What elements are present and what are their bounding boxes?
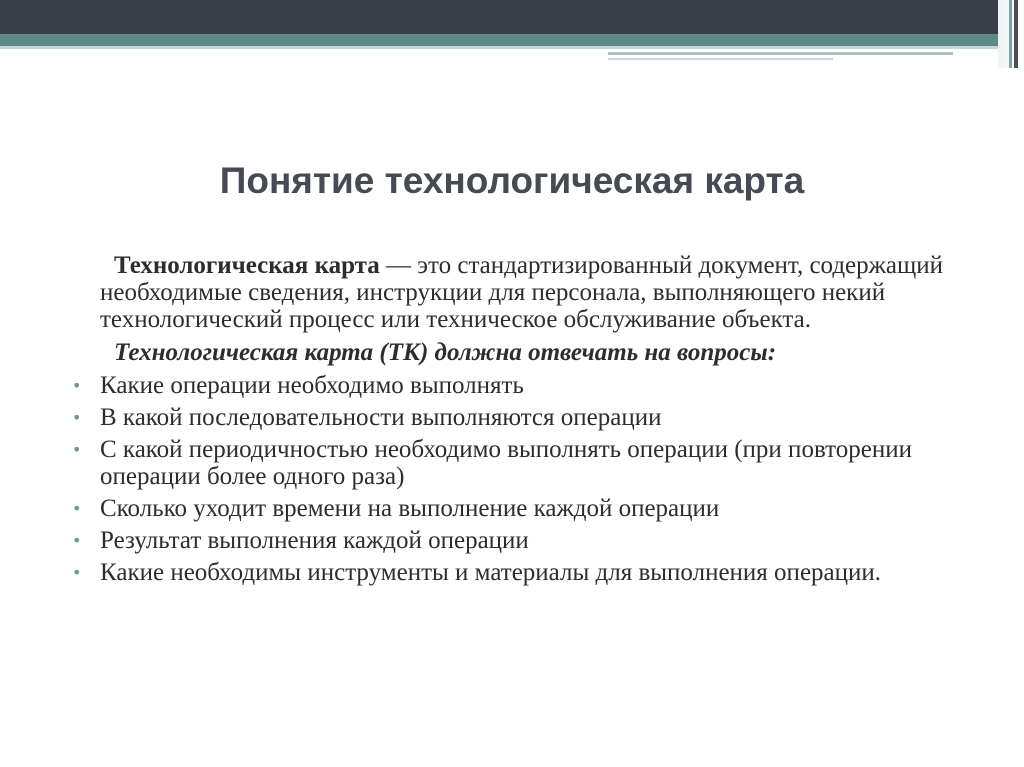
definition-term: Технологическая карта (114, 252, 380, 279)
list-item-text: В какой последовательности выполняются операции (100, 404, 662, 431)
right-edge-teal-stripe (1009, 0, 1012, 68)
top-decorative-band (0, 0, 1024, 34)
question-heading: Технологическая карта (ТК) должна отвечать на вопросы: (114, 339, 777, 366)
accent-line (608, 52, 953, 55)
list-item-text: Сколько уходит времени на выполнение каждой операции (100, 495, 720, 522)
bullet-icon: • (72, 563, 82, 582)
slide-body (72, 252, 980, 591)
list-item-text: Результат выполнения каждой операции (100, 527, 529, 554)
bullet-icon: • (72, 531, 82, 550)
list-item (72, 559, 980, 586)
bullet-icon: • (72, 408, 82, 427)
slide-title: Понятие технологическая карта (219, 160, 805, 201)
bullet-icon: • (72, 499, 82, 518)
list-item-text: Какие операции необходимо выполнять (100, 372, 524, 399)
list-item-text: Какие необходимы инструменты и материалы для выполнения операции. (100, 559, 882, 586)
list-item (72, 404, 980, 431)
definition-paragraph (100, 252, 980, 333)
bullet-list (72, 372, 980, 586)
list-item (72, 527, 980, 554)
definition-text: — это стандартизированный документ, содержащий необходимые сведения, инструкции для персонала, выполняющего некий технологический процесс или техническое обслуживание объекта. (100, 252, 944, 333)
teal-accent-strip (0, 34, 1024, 46)
list-item (72, 436, 980, 490)
list-item (72, 495, 980, 522)
list-item (72, 372, 980, 399)
light-accent-strip (0, 46, 1024, 49)
accent-line (608, 58, 833, 60)
right-edge-dark-stripe (1014, 0, 1018, 68)
bullet-icon: • (72, 376, 82, 395)
list-item-text: С какой периодичностью необходимо выполнять операции (при повторении операции более одного раза) (100, 436, 912, 490)
bullet-icon: • (72, 440, 82, 459)
